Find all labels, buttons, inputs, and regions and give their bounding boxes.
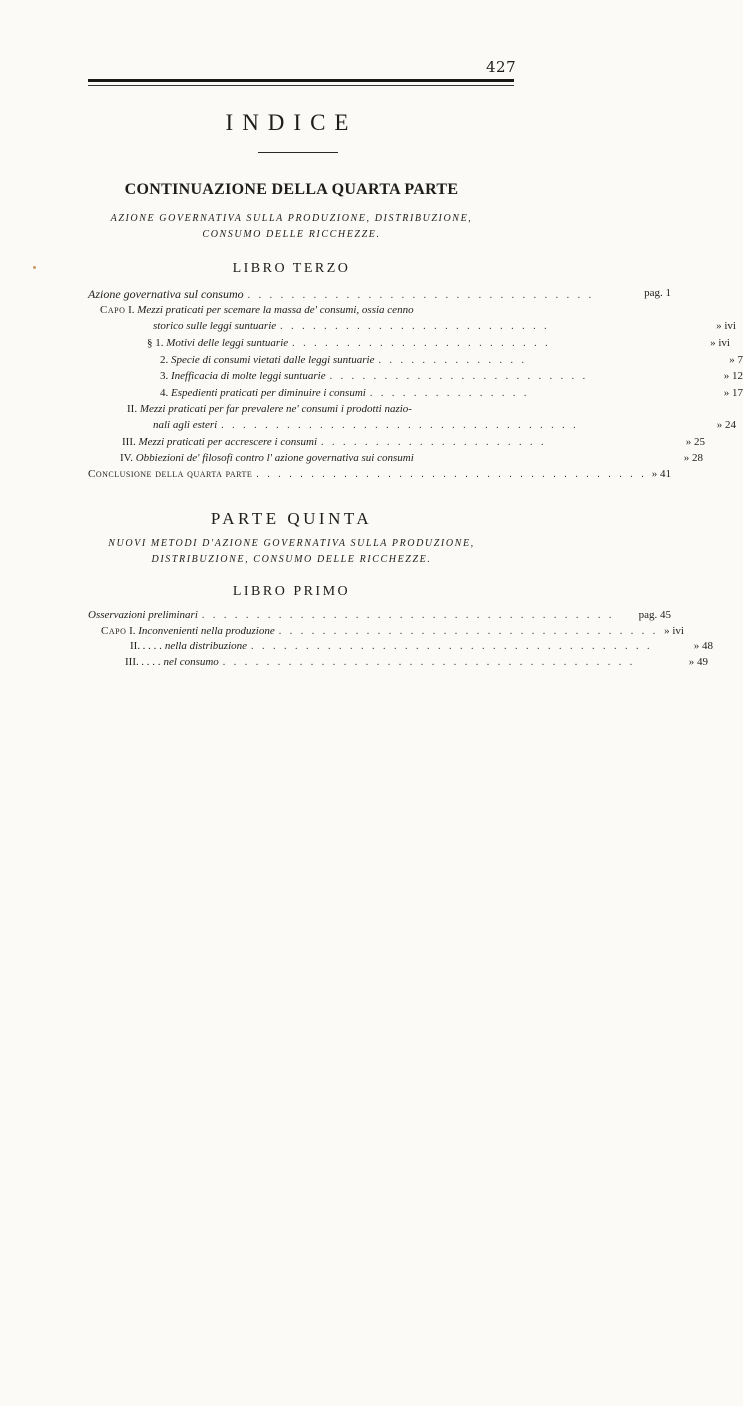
toc-entry (88, 468, 671, 484)
toc-leader-dots: . . . . . . . . . . . . . . . . . . . . . . . . (292, 338, 551, 349)
toc-entry-text: . . . . nella distribuzione (142, 640, 248, 652)
toc-entry (130, 640, 713, 656)
book-title: LIBRO PRIMO (232, 584, 351, 599)
toc-leader-dots: . . . . . . . . . . . . . . . (369, 388, 530, 399)
toc-entry-text: Obbiezioni de' filosofi contro l' azione governativa sui consumi (135, 452, 414, 464)
toc-leader-dots: . . . . . . . . . . . . . . . . . . . . . . . . . (280, 321, 550, 332)
toc-entry-number: 3. (160, 370, 169, 382)
toc-entry-text: Motivi delle leggi suntuarie (166, 337, 289, 349)
toc-entry-text: Inconvenienti nella produzione (138, 625, 275, 637)
toc-entry-page: » 25 (685, 436, 705, 448)
toc-entry-number: IV. (120, 452, 133, 464)
part-subtitle-line2: DISTRIBUZIONE, CONSUMO DELLE RICCHEZZE. (151, 554, 432, 565)
toc-entry (88, 609, 671, 625)
toc-entry-page: » 24 (716, 419, 736, 431)
toc-leader-dots: . . . . . . . . . . . . . . . . . . . . . (321, 437, 547, 448)
index-title-rule (258, 152, 338, 153)
toc-entry-number: I. (128, 304, 135, 316)
toc-leader-dots: . . . . . . . . . . . . . . . . . . . . . . . . . . . . . . . . . . . . . . (222, 657, 636, 668)
toc-leader-dots: . . . . . . . . . . . . . . . . . . . . . . . . . . . . . . . . . . . . . (251, 641, 653, 652)
header-rule-thick (88, 79, 514, 82)
toc-entry (120, 452, 703, 468)
toc-entry (147, 337, 730, 353)
section-subtitle-line2: CONSUMO DELLE RICCHEZZE. (202, 229, 381, 240)
toc-leader-dots: . . . . . . . . . . . . . . . . . . . . . . . . . . . . . . . . (247, 290, 595, 301)
page-number: 427 (486, 58, 517, 76)
toc-leader-dots: . . . . . . . . . . . . . . . . . . . . . . . . . . . . . . . . . . . (278, 626, 659, 637)
toc-leader-dots: . . . . . . . . . . . . . . . . . . . . . . . . . . . . . . . . . . . . (256, 469, 647, 480)
toc-entry-lead: Capo (101, 625, 127, 637)
toc-entry-page: pag. 1 (644, 287, 671, 299)
part-subtitle-line1: NUOVI METODI D'AZIONE GOVERNATIVA SULLA PRODUZIONE, (108, 538, 475, 549)
toc-entry (100, 304, 512, 320)
toc-leader-dots: . . . . . . . . . . . . . . . . . . . . . . . . (329, 371, 589, 382)
toc-entry-number: II. (130, 640, 141, 652)
toc-entry-text: Mezzi praticati per scemare la massa de' consumi, ossia cenno (137, 304, 414, 316)
toc-entry-page: » 17 (723, 387, 743, 399)
toc-entry (101, 625, 684, 641)
toc-entry-text: Specie di consumi vietati dalle leggi suntuarie (171, 354, 375, 366)
part-title: PARTE QUINTA (210, 509, 373, 528)
toc-entry (160, 370, 743, 386)
toc-entry-page: pag. 45 (638, 609, 671, 621)
toc-entry-text: . . . . nel consumo (141, 656, 219, 668)
toc-entry-text: Espedienti praticati per diminuire i consumi (171, 387, 366, 399)
toc-entry-text: Mezzi praticati per accrescere i consumi (138, 436, 318, 448)
toc-entry-text: Azione governativa sul consumo (88, 287, 244, 301)
toc-entry-page: » 12 (723, 370, 743, 382)
toc-leader-dots: . . . . . . . . . . . . . . . . . . . . . . . . . . . . . . . . . (221, 420, 579, 431)
toc-entry-lead: § (147, 337, 153, 349)
toc-entry-page: » 49 (688, 656, 708, 668)
toc-entry (160, 387, 743, 403)
toc-entry (125, 656, 708, 672)
toc-entry-number: III. (125, 656, 139, 668)
toc-entry-number: 2. (160, 354, 169, 366)
toc-entry (153, 320, 736, 336)
toc-entry (127, 403, 512, 419)
toc-entry-text: Mezzi praticati per far prevalere ne' consumi i prodotti nazio- (139, 403, 412, 415)
toc-leader-dots: . . . . . . . . . . . . . . . . . . . . . . . . . . . . . . . . . . . . . . (201, 610, 615, 621)
book-title: LIBRO TERZO (232, 261, 351, 276)
index-title: INDICE (225, 110, 358, 135)
toc-entry-text: Inefficacia di molte leggi suntuarie (171, 370, 326, 382)
toc-entry-number: 1. (155, 337, 164, 349)
toc-entry-text: storico sulle leggi suntuarie (153, 320, 277, 332)
header-rule-thin (88, 85, 514, 86)
toc-entry (122, 436, 705, 452)
toc-entry-text: Conclusione della quarta parte (88, 468, 253, 480)
toc-leader-dots: . . . . . . . . . . . . . . (378, 355, 527, 366)
toc-entry-text: nali agli esteri (153, 419, 218, 431)
toc-entry-number: I. (129, 625, 136, 637)
toc-entry-lead: Capo (100, 304, 126, 316)
toc-entry-page: » 28 (683, 452, 703, 464)
toc-entry-page: » 41 (651, 468, 671, 480)
toc-entry-number: III. (122, 436, 136, 448)
toc-entry-page: » ivi (664, 625, 684, 637)
toc-entry-page: » 7 (729, 354, 743, 366)
section-subtitle-line1: AZIONE GOVERNATIVA SULLA PRODUZIONE, DISTRIBUZIONE, (110, 213, 473, 224)
toc-entry-number: II. (127, 403, 138, 415)
toc-entry (160, 354, 743, 370)
toc-entry-page: » ivi (710, 337, 730, 349)
toc-entry-page: » ivi (716, 320, 736, 332)
toc-entry (88, 287, 671, 303)
toc-entry-number: 4. (160, 387, 169, 399)
toc-entry (153, 419, 736, 435)
section-title: CONTINUAZIONE DELLA QUARTA PARTE (124, 181, 459, 198)
toc-entry-text: Osservazioni preliminari (88, 609, 198, 621)
toc-entry-page: » 48 (693, 640, 713, 652)
